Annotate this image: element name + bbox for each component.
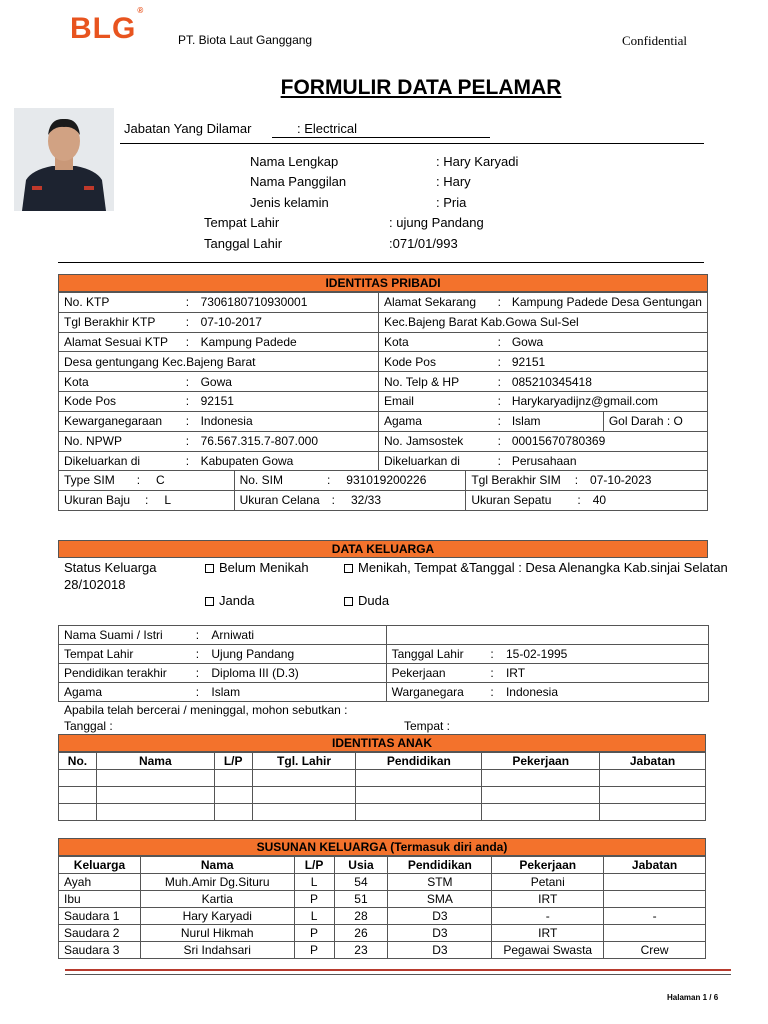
spouse-row bbox=[59, 683, 709, 702]
identitas-row bbox=[59, 431, 708, 451]
gol-darah: Gol Darah : O bbox=[603, 412, 707, 431]
identitas-cell: Gowa bbox=[507, 332, 708, 352]
susunan-cell: Nurul Hikmah bbox=[140, 925, 294, 942]
susunan-cell: Saudara 2 bbox=[59, 925, 141, 942]
susunan-cell bbox=[604, 891, 706, 908]
anak-cell bbox=[59, 787, 97, 804]
spouse-row bbox=[59, 664, 709, 683]
susunan-col-header: Nama bbox=[140, 857, 294, 874]
marriage-date: 28/102018 bbox=[64, 577, 126, 592]
anak-col-header: Jabatan bbox=[600, 753, 706, 770]
susunan-cell: Hary Karyadi bbox=[140, 908, 294, 925]
agama-value: Islam bbox=[511, 413, 541, 428]
spouse-cell: Indonesia bbox=[501, 683, 709, 702]
spouse-cell: : bbox=[188, 664, 206, 683]
anak-col-header: No. bbox=[59, 753, 97, 770]
option-janda[interactable] bbox=[205, 593, 254, 608]
anak-cell bbox=[252, 804, 356, 821]
anak-cell bbox=[356, 804, 482, 821]
susunan-cell: STM bbox=[388, 874, 492, 891]
spouse-cell: Tanggal Lahir bbox=[386, 645, 483, 664]
sim-exp-sep: : bbox=[574, 473, 579, 488]
anak-col-header: Nama bbox=[96, 753, 214, 770]
title-container bbox=[0, 76, 768, 100]
spouse-cell bbox=[483, 626, 501, 645]
celana-value: 32/33 bbox=[350, 493, 382, 508]
susunan-cell: SMA bbox=[388, 891, 492, 908]
spouse-cell: 15-02-1995 bbox=[501, 645, 709, 664]
status-label: Status Keluarga bbox=[64, 560, 157, 575]
sepatu-value: 40 bbox=[592, 493, 607, 508]
identitas-cell: 7306180710930001 bbox=[196, 293, 379, 313]
anak-cell bbox=[59, 770, 97, 787]
sim-type-cell bbox=[59, 471, 235, 491]
identitas-cell: : bbox=[492, 372, 507, 392]
spouse-cell: Diploma III (D.3) bbox=[206, 664, 386, 683]
company-name: PT. Biota Laut Ganggang bbox=[178, 33, 313, 47]
susunan-cell: 28 bbox=[334, 908, 388, 925]
susunan-cell: Sri Indahsari bbox=[140, 942, 294, 959]
sim-size-table bbox=[58, 470, 708, 511]
checkbox-belum-menikah[interactable] bbox=[205, 564, 214, 573]
celana-cell bbox=[234, 490, 466, 510]
susunan-col-header: L/P bbox=[294, 857, 334, 874]
identitas-cell: : bbox=[179, 391, 195, 411]
susunan-cell: 51 bbox=[334, 891, 388, 908]
identitas-cell: 07-10-2017 bbox=[196, 312, 379, 332]
identitas-cell: Email bbox=[378, 391, 491, 411]
celana-sep: : bbox=[331, 493, 335, 508]
spouse-cell: Islam bbox=[206, 683, 386, 702]
page-title: FORMULIR DATA PELAMAR bbox=[280, 76, 562, 99]
identitas-cell: : bbox=[179, 451, 195, 471]
spouse-row bbox=[59, 645, 709, 664]
full-name-label: Nama Lengkap bbox=[250, 154, 339, 169]
page-number: Halaman 1 / 6 bbox=[667, 993, 719, 1002]
susunan-cell: P bbox=[294, 925, 334, 942]
sim-exp-value: 07-10-2023 bbox=[590, 473, 652, 488]
anak-cell bbox=[356, 770, 482, 787]
susunan-cell: L bbox=[294, 874, 334, 891]
identitas-cell: : bbox=[492, 293, 507, 313]
identitas-cell: : bbox=[492, 411, 507, 431]
susunan-cell: Crew bbox=[604, 942, 706, 959]
identitas-cell: Tgl Berakhir KTP bbox=[59, 312, 180, 332]
susunan-cell bbox=[604, 874, 706, 891]
anak-cell bbox=[214, 804, 252, 821]
position-label: Jabatan Yang Dilamar bbox=[124, 121, 252, 136]
anak-header: IDENTITAS ANAK bbox=[58, 734, 706, 752]
spouse-cell: Agama bbox=[59, 683, 189, 702]
identitas-cell: : bbox=[179, 293, 195, 313]
susunan-cell: Ibu bbox=[59, 891, 141, 908]
susunan-cell: Saudara 1 bbox=[59, 908, 141, 925]
baju-value: L bbox=[164, 493, 172, 508]
anak-col-header: Pekerjaan bbox=[482, 753, 600, 770]
applicant-photo bbox=[14, 108, 114, 211]
sim-type-value: C bbox=[156, 473, 165, 488]
option-duda-label: Duda bbox=[358, 593, 390, 608]
option-menikah-label: Menikah, Tempat &Tanggal : Desa Alenangka Kab.sinjai Selatan bbox=[358, 560, 728, 575]
identitas-cell: 085210345418 bbox=[507, 372, 708, 392]
identitas-cell: Kota bbox=[378, 332, 491, 352]
anak-cell bbox=[482, 770, 600, 787]
full-name-value: : Hary Karyadi bbox=[436, 154, 519, 169]
spouse-cell: Pendidikan terakhir bbox=[59, 664, 189, 683]
position-value: : Electrical bbox=[297, 121, 357, 136]
identitas-cell: : bbox=[492, 352, 507, 372]
susunan-row bbox=[59, 891, 706, 908]
susunan-cell: L bbox=[294, 908, 334, 925]
sepatu-label: Ukuran Sepatu bbox=[471, 493, 552, 508]
person-photo-icon bbox=[14, 108, 114, 211]
susunan-row bbox=[59, 925, 706, 942]
birthplace-label: Tempat Lahir bbox=[204, 215, 280, 230]
spouse-cell: Warganegara bbox=[386, 683, 483, 702]
susunan-cell: Ayah bbox=[59, 874, 141, 891]
susunan-col-header: Pendidikan bbox=[388, 857, 492, 874]
anak-header-row bbox=[59, 753, 706, 770]
susunan-cell: 26 bbox=[334, 925, 388, 942]
option-menikah[interactable] bbox=[344, 560, 728, 575]
anak-cell bbox=[600, 770, 706, 787]
spouse-cell: Pekerjaan bbox=[386, 664, 483, 683]
susunan-cell: 23 bbox=[334, 942, 388, 959]
spouse-table bbox=[58, 625, 709, 702]
sim-no-label: No. SIM bbox=[239, 473, 283, 488]
identitas-cell: : bbox=[179, 312, 195, 332]
identitas-cell: Dikeluarkan di bbox=[59, 451, 180, 471]
spouse-cell: Tempat Lahir bbox=[59, 645, 189, 664]
susunan-row bbox=[59, 874, 706, 891]
option-belum-label: Belum Menikah bbox=[219, 560, 309, 575]
anak-cell bbox=[252, 787, 356, 804]
anak-cell bbox=[482, 804, 600, 821]
anak-cell bbox=[600, 804, 706, 821]
identitas-cell: 92151 bbox=[196, 391, 379, 411]
identitas-cell: Dikeluarkan di bbox=[378, 451, 491, 471]
identitas-cell: Kabupaten Gowa bbox=[196, 451, 379, 471]
footer-rule-thin bbox=[65, 974, 731, 975]
identitas-cell: : bbox=[492, 431, 507, 451]
checkbox-menikah[interactable] bbox=[344, 564, 353, 573]
susunan-cell: - bbox=[604, 908, 706, 925]
sim-no-value: 931019200226 bbox=[346, 473, 427, 488]
header-rule bbox=[120, 143, 704, 144]
spouse-cell: : bbox=[483, 645, 501, 664]
identitas-row bbox=[59, 312, 708, 332]
susunan-cell: Petani bbox=[492, 874, 604, 891]
identitas-cell: Gowa bbox=[196, 372, 379, 392]
identitas-cell: 92151 bbox=[507, 352, 708, 372]
identitas-cell: Desa gentungang Kec.Bajeng Barat bbox=[59, 352, 379, 372]
spouse-cell: : bbox=[483, 664, 501, 683]
anak-cell bbox=[600, 787, 706, 804]
sim-type-label: Type SIM bbox=[64, 473, 115, 488]
spouse-cell: Nama Suami / Istri bbox=[59, 626, 189, 645]
identitas-row bbox=[59, 391, 708, 411]
identitas-row bbox=[59, 352, 708, 372]
susunan-header: SUSUNAN KELUARGA (Termasuk diri anda) bbox=[58, 838, 706, 856]
anak-cell bbox=[96, 787, 214, 804]
identitas-cell: Alamat Sesuai KTP bbox=[59, 332, 180, 352]
anak-col-header: Tgl. Lahir bbox=[252, 753, 356, 770]
sim-no-cell bbox=[234, 471, 466, 491]
sim-type-sep: : bbox=[136, 473, 141, 488]
anak-cell bbox=[252, 770, 356, 787]
anak-cell bbox=[214, 770, 252, 787]
identitas-row bbox=[59, 451, 708, 471]
anak-cell bbox=[356, 787, 482, 804]
susunan-cell: Pegawai Swasta bbox=[492, 942, 604, 959]
celana-label: Ukuran Celana bbox=[239, 493, 320, 508]
susunan-col-header: Keluarga bbox=[59, 857, 141, 874]
identitas-cell: Kec.Bajeng Barat Kab.Gowa Sul-Sel bbox=[378, 312, 707, 332]
spouse-cell: : bbox=[483, 683, 501, 702]
birthdate-value: :071/01/993 bbox=[389, 236, 458, 251]
gender-value: : Pria bbox=[436, 195, 467, 210]
susunan-row bbox=[59, 942, 706, 959]
identitas-cell: Kode Pos bbox=[59, 391, 180, 411]
divorce-note: Apabila telah bercerai / meninggal, mohon sebutkan : bbox=[64, 703, 348, 717]
spouse-cell bbox=[386, 626, 483, 645]
checkbox-duda[interactable] bbox=[344, 597, 353, 606]
susunan-cell: P bbox=[294, 891, 334, 908]
checkbox-janda[interactable] bbox=[205, 597, 214, 606]
anak-cell bbox=[59, 804, 97, 821]
identitas-cell: No. Jamsostek bbox=[378, 431, 491, 451]
identitas-header: IDENTITAS PRIBADI bbox=[58, 274, 708, 292]
spouse-cell: : bbox=[188, 645, 206, 664]
identitas-cell: Alamat Sekarang bbox=[378, 293, 491, 313]
identitas-cell: : bbox=[179, 372, 195, 392]
spouse-cell: IRT bbox=[501, 664, 709, 683]
anak-cell bbox=[96, 770, 214, 787]
susunan-cell: Saudara 3 bbox=[59, 942, 141, 959]
anak-table bbox=[58, 752, 706, 821]
identitas-cell: Kewarganegaraan bbox=[59, 411, 180, 431]
keluarga-header: DATA KELUARGA bbox=[58, 540, 708, 558]
susunan-cell: Muh.Amir Dg.Situru bbox=[140, 874, 294, 891]
footer-rule bbox=[65, 969, 731, 971]
susunan-cell: IRT bbox=[492, 925, 604, 942]
sepatu-cell bbox=[466, 490, 708, 510]
susunan-table bbox=[58, 856, 706, 959]
baju-cell bbox=[59, 490, 235, 510]
spouse-cell: : bbox=[188, 626, 206, 645]
nickname-label: Nama Panggilan bbox=[250, 174, 347, 189]
option-janda-label: Janda bbox=[219, 593, 255, 608]
anak-row bbox=[59, 804, 706, 821]
identitas-cell: No. KTP bbox=[59, 293, 180, 313]
identitas-cell: : bbox=[492, 451, 507, 471]
identitas-cell: Agama bbox=[378, 411, 491, 431]
option-belum-menikah[interactable] bbox=[205, 560, 309, 575]
anak-row bbox=[59, 787, 706, 804]
sim-exp-label: Tgl Berakhir SIM bbox=[471, 473, 561, 488]
identitas-row bbox=[59, 293, 708, 313]
identitas-cell: 76.567.315.7-807.000 bbox=[196, 431, 379, 451]
anak-cell bbox=[482, 787, 600, 804]
size-row bbox=[59, 490, 708, 510]
susunan-cell: P bbox=[294, 942, 334, 959]
baju-label: Ukuran Baju bbox=[64, 493, 131, 508]
susunan-cell: - bbox=[492, 908, 604, 925]
birthplace-value: : ujung Pandang bbox=[389, 215, 484, 230]
anak-cell bbox=[96, 804, 214, 821]
identitas-cell: 00015670780369 bbox=[507, 431, 708, 451]
identitas-cell: Kampung Padede Desa Gentungan bbox=[507, 293, 708, 313]
divorce-place: Tempat : bbox=[404, 719, 451, 733]
spouse-row bbox=[59, 626, 709, 645]
susunan-cell: D3 bbox=[388, 925, 492, 942]
anak-col-header: L/P bbox=[214, 753, 252, 770]
birthdate-label: Tanggal Lahir bbox=[204, 236, 283, 251]
identitas-cell: Indonesia bbox=[196, 411, 379, 431]
confidential-label: Confidential bbox=[622, 33, 687, 48]
susunan-col-header: Pekerjaan bbox=[492, 857, 604, 874]
susunan-cell: D3 bbox=[388, 908, 492, 925]
spouse-cell: : bbox=[188, 683, 206, 702]
identitas-cell: : bbox=[179, 411, 195, 431]
spouse-cell bbox=[501, 626, 709, 645]
baju-sep: : bbox=[145, 493, 149, 508]
susunan-cell: 54 bbox=[334, 874, 388, 891]
divorce-date: Tanggal : bbox=[64, 719, 113, 733]
identitas-table bbox=[58, 292, 708, 471]
susunan-col-header: Jabatan bbox=[604, 857, 706, 874]
gender-label: Jenis kelamin bbox=[250, 195, 329, 210]
spouse-cell: Arniwati bbox=[206, 626, 386, 645]
identitas-cell: Harykaryadijnz@gmail.com bbox=[507, 391, 708, 411]
identitas-cell bbox=[507, 411, 708, 431]
identitas-row bbox=[59, 332, 708, 352]
sim-exp-cell bbox=[466, 471, 708, 491]
susunan-header-row bbox=[59, 857, 706, 874]
agama-golda-wrap bbox=[507, 412, 707, 431]
identitas-cell: Kode Pos bbox=[378, 352, 491, 372]
section-rule bbox=[58, 262, 704, 263]
identitas-cell: No. Telp & HP bbox=[378, 372, 491, 392]
identitas-row bbox=[59, 411, 708, 431]
identitas-cell: Kampung Padede bbox=[196, 332, 379, 352]
susunan-row bbox=[59, 908, 706, 925]
identitas-cell: : bbox=[179, 332, 195, 352]
identitas-cell: Kota bbox=[59, 372, 180, 392]
position-underline bbox=[272, 137, 490, 138]
sim-no-sep: : bbox=[326, 473, 331, 488]
anak-col-header: Pendidikan bbox=[356, 753, 482, 770]
susunan-cell: D3 bbox=[388, 942, 492, 959]
susunan-col-header: Usia bbox=[334, 857, 388, 874]
identitas-cell: : bbox=[492, 332, 507, 352]
susunan-cell: IRT bbox=[492, 891, 604, 908]
identitas-cell: Perusahaan bbox=[507, 451, 708, 471]
identitas-cell: : bbox=[179, 431, 195, 451]
sim-row bbox=[59, 471, 708, 491]
identitas-row bbox=[59, 372, 708, 392]
identitas-cell: No. NPWP bbox=[59, 431, 180, 451]
susunan-cell bbox=[604, 925, 706, 942]
susunan-cell: Kartia bbox=[140, 891, 294, 908]
identitas-cell: : bbox=[492, 391, 507, 411]
option-duda[interactable] bbox=[344, 593, 389, 608]
company-logo: BLG® bbox=[70, 6, 145, 45]
spouse-cell: Ujung Pandang bbox=[206, 645, 386, 664]
sepatu-sep: : bbox=[577, 493, 581, 508]
anak-row bbox=[59, 770, 706, 787]
anak-cell bbox=[214, 787, 252, 804]
nickname-value: : Hary bbox=[436, 174, 471, 189]
